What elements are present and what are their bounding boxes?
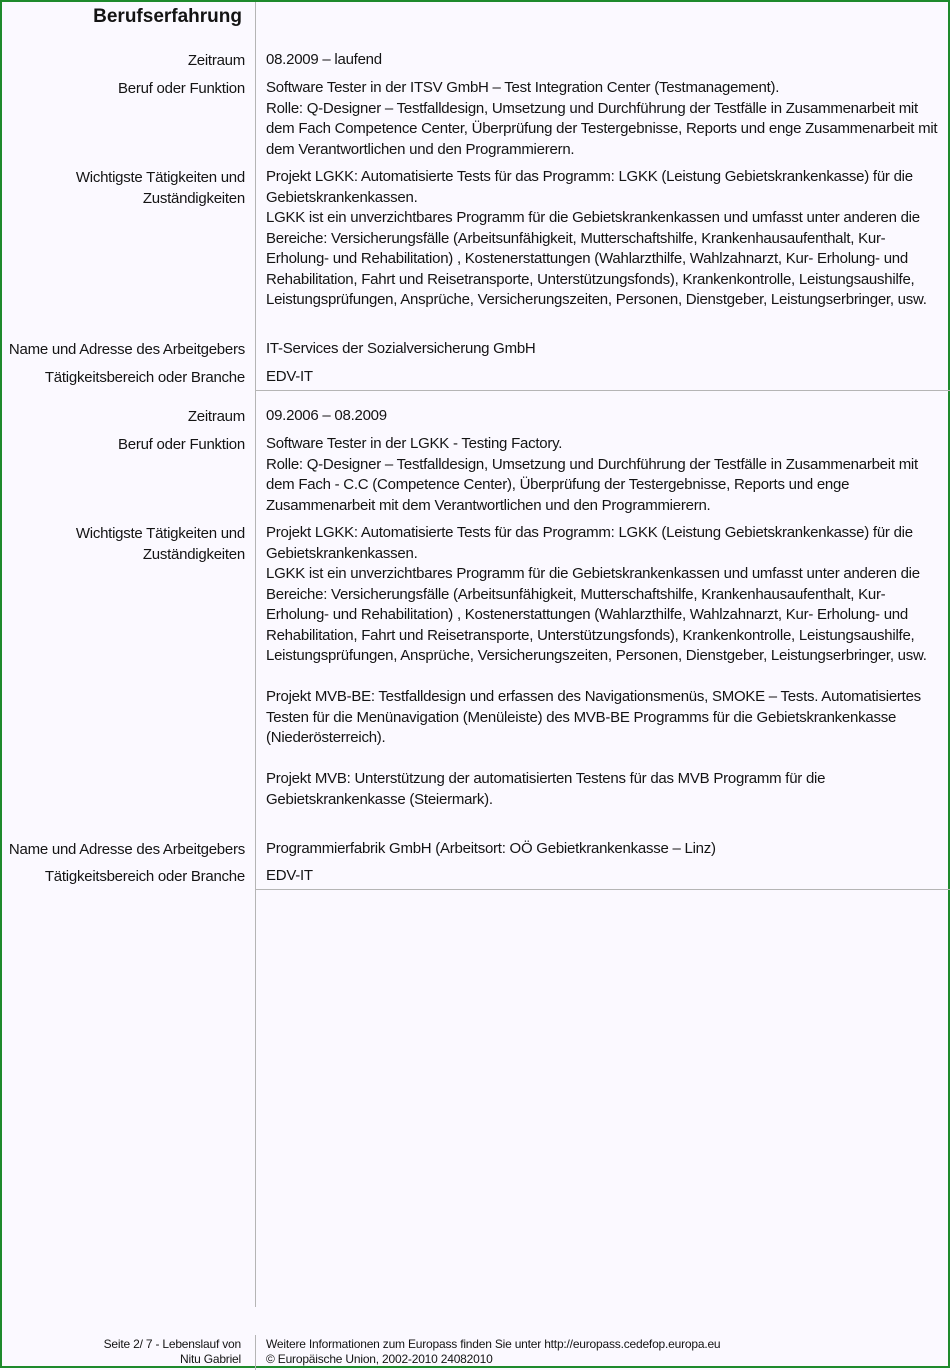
job-2-beruf-title: Software Tester in der LGKK - Testing Factory. <box>266 435 563 452</box>
label-beruf: Beruf oder Funktion <box>118 436 245 453</box>
job-2-branche: EDV-IT <box>266 867 313 884</box>
job-separator <box>256 390 950 391</box>
job-separator <box>256 889 950 890</box>
footer-page-info <box>104 1337 241 1367</box>
label-taetigkeiten: Wichtigste Tätigkeiten und Zuständigkeiten <box>75 169 245 207</box>
job-1-branche: EDV-IT <box>266 368 313 385</box>
job-2-beruf-role: Rolle: Q-Designer – Testfalldesign, Umsetzung und Durchführung der Testfälle in Zusammenarbeit mit dem Fach - C.C (Competence Center), Überprüfung der Testergebnisse, Reports und enge Zusammenarbeit mit dem Verantwortlichen und den Programmierern. <box>266 455 918 514</box>
footer-page-number: Seite 2/ 7 - Lebenslauf von <box>103 1337 241 1351</box>
footer-info <box>266 1337 720 1367</box>
footer-divider <box>255 1335 256 1370</box>
label-arbeitgeber: Name und Adresse des Arbeitgebers <box>8 841 245 858</box>
job-2-taetigkeit-4: Projekt MVB: Unterstützung der automatisierten Testens für das MVB Programm für die Gebietskrankenkasse (Steiermark). <box>266 770 826 808</box>
label-zeitraum: Zeitraum <box>187 408 245 425</box>
job-1-taetigkeit-2: LGKK ist ein unverzichtbares Programm für die Gebietskrankenkassen und umfasst unter anderen die Bereiche: Versicherungsfälle (Arbeitsunfähigkeit, Mutterschaftshilfe, Krankenhausaufenthalt, Kur-Erholung- und Rehabilitation) , Kostenerstattungen (Wahlarzthilfe, Wahlzahnarzt, Kur- Erholung- und Rehabilitation, Fahrt und Reisetransporte, Unterstützungsfonds), Krankenkontrolle, Leistungsaushilfe, Leistungsprüfungen, Ansprüche, Versicherungszeiten, Personen, Dienstgeber, Leistungserbringer, usw. <box>266 209 927 308</box>
job-1-taetigkeiten <box>266 167 942 311</box>
job-1-zeitraum: 08.2009 – laufend <box>266 51 382 68</box>
footer-name: Nitu Gabriel <box>180 1352 241 1366</box>
footer-copyright: © Europäische Union, 2002-2010 24082010 <box>266 1352 493 1366</box>
job-2-taetigkeit-3: Projekt MVB-BE: Testfalldesign und erfassen des Navigationsmenüs, SMOKE – Tests. Automatisiertes Testen für die Menünavigation (Menüleiste) des MVB-BE Programms für die Gebietskrankenkasse (Niederösterreich). <box>266 688 921 746</box>
label-arbeitgeber: Name und Adresse des Arbeitgebers <box>8 341 245 358</box>
job-1-beruf <box>266 78 942 160</box>
footer-europass-link: Weitere Informationen zum Europass finden Sie unter http://europass.cedefop.europa.eu <box>266 1337 721 1351</box>
section-title: Berufserfahrung <box>93 6 242 27</box>
job-1-beruf-role: Rolle: Q-Designer – Testfalldesign, Umsetzung und Durchführung der Testfälle in Zusammenarbeit mit dem Fach Competence Center, Überprüfung der Testergebnisse, Reports und enge Zusammenarbeit mit dem Verantwortlichen und den Programmierern. <box>266 99 938 158</box>
job-1-arbeitgeber: IT-Services der Sozialversicherung GmbH <box>266 340 536 357</box>
label-zeitraum: Zeitraum <box>187 52 245 69</box>
job-2-zeitraum: 09.2006 – 08.2009 <box>266 407 387 424</box>
column-divider <box>255 2 256 1307</box>
job-2-taetigkeit-2: LGKK ist ein unverzichtbares Programm für die Gebietskrankenkassen und umfasst unter anderen die Bereiche: Versicherungsfälle (Arbeitsunfähigkeit, Mutterschaftshilfe, Krankenhausaufenthalt, Kur-Erholung- und Rehabilitation) , Kostenerstattungen (Wahlarzthilfe, Wahlzahnarzt, Kur- Erholung- und Rehabilitation, Fahrt und Reisetransporte, Unterstützungsfonds), Krankenkontrolle, Leistungsaushilfe, Leistungsprüfungen, Ansprüche, Versicherungszeiten, Personen, Dienstgeber, Leistungserbringer, usw. <box>266 565 927 664</box>
job-1-taetigkeit-1: Projekt LGKK: Automatisierte Tests für das Programm: LGKK (Leistung Gebietskrankenkasse) für die Gebietskrankenkassen. <box>266 168 913 206</box>
label-branche: Tätigkeitsbereich oder Branche <box>44 868 245 885</box>
label-taetigkeiten: Wichtigste Tätigkeiten und Zuständigkeiten <box>75 525 245 563</box>
job-1-beruf-title: Software Tester in der ITSV GmbH – Test Integration Center (Testmanagement). <box>266 79 780 96</box>
label-branche: Tätigkeitsbereich oder Branche <box>44 369 245 386</box>
job-2-arbeitgeber: Programmierfabrik GmbH (Arbeitsort: OÖ Gebietkrankenkasse – Linz) <box>266 840 716 857</box>
label-beruf: Beruf oder Funktion <box>118 80 245 97</box>
job-2-taetigkeit-1: Projekt LGKK: Automatisierte Tests für das Programm: LGKK (Leistung Gebietskrankenkasse) für die Gebietskrankenkassen. <box>266 524 913 562</box>
job-2-beruf <box>266 434 942 516</box>
job-2-taetigkeiten <box>266 523 942 810</box>
